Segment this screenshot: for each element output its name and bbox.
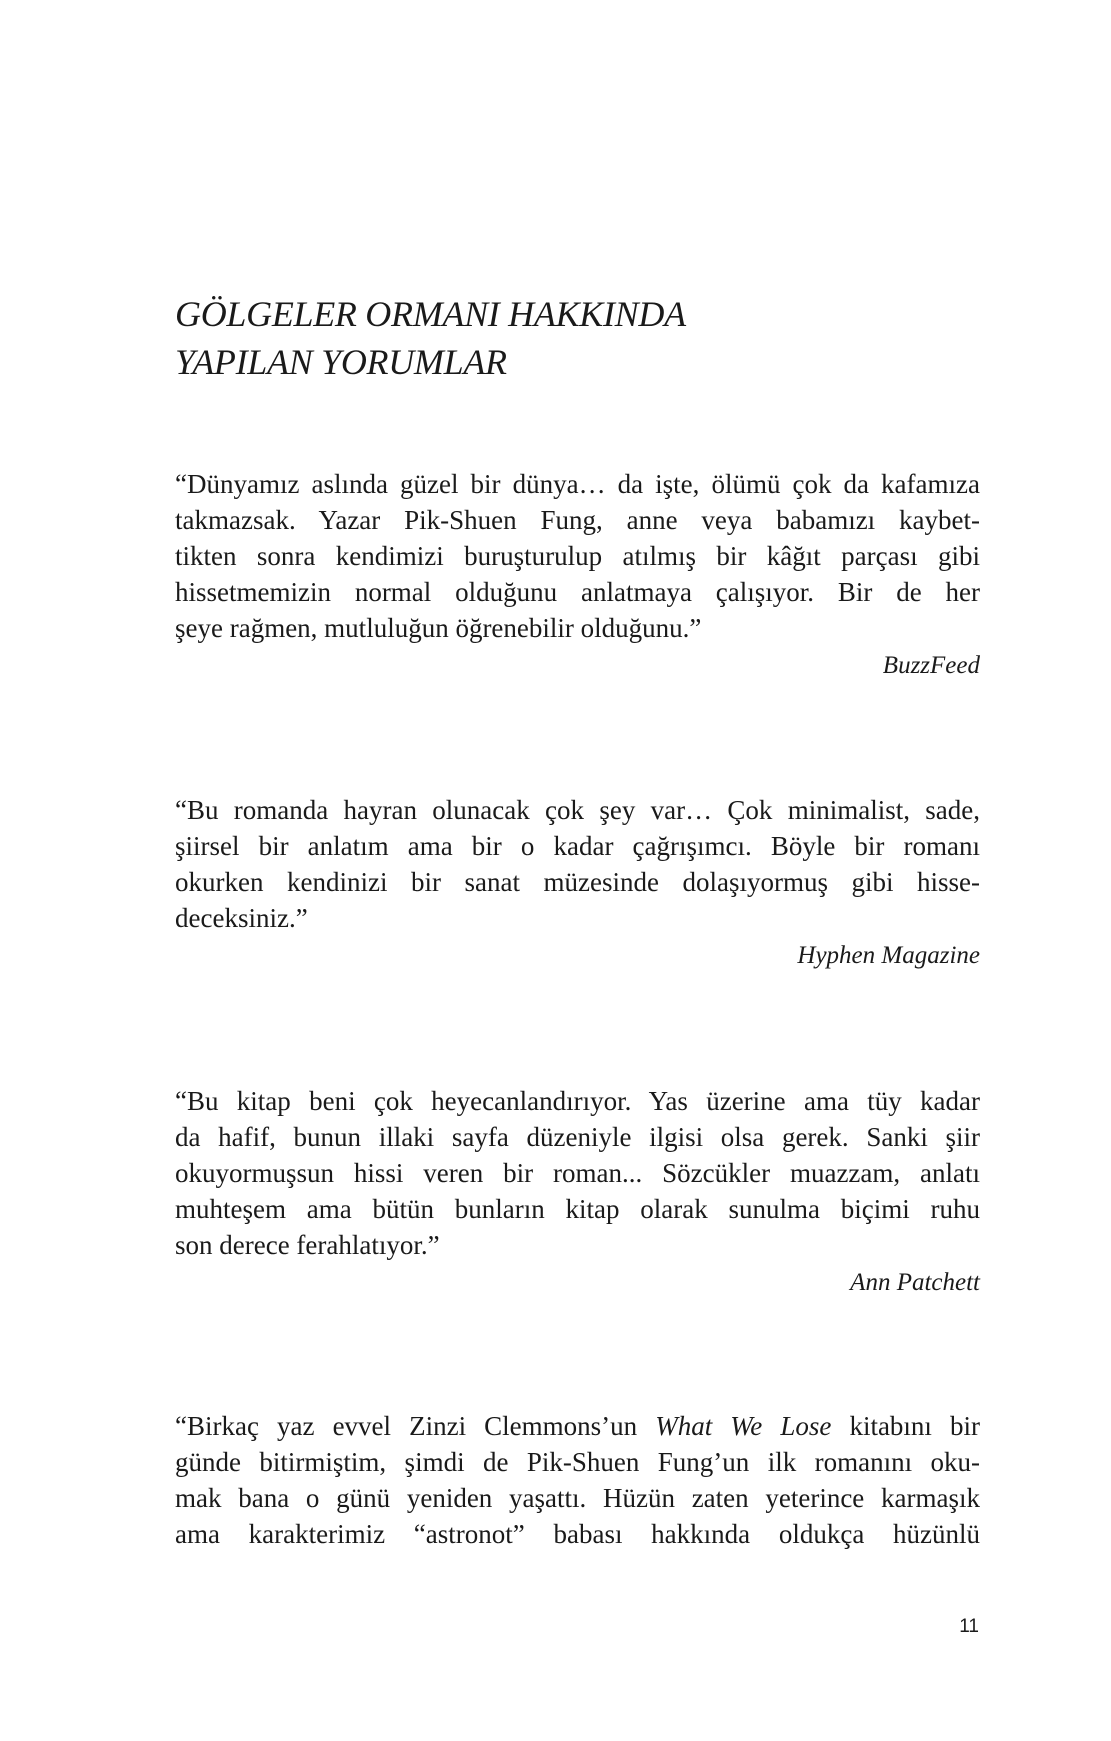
heading-line-2: YAPILAN YORUMLAR: [175, 342, 507, 382]
quote-line: şiirsel bir anlatım ama bir o kadar çağrışımcı. Böyle bir romanı: [175, 831, 980, 861]
review-quote: [175, 792, 980, 936]
quote-line: okuyormuşsun hissi veren bir roman... Sözcükler muazzam, anlatı: [175, 1158, 980, 1188]
review-quote: [175, 1408, 980, 1552]
quote-line: da hafif, bunun illaki sayfa düzeniyle ilgisi olsa gerek. Sanki şiir: [175, 1122, 980, 1152]
quote-text: “Birkaç yaz evvel Zinzi Clemmons’un: [175, 1411, 656, 1441]
quote-line: muhteşem ama bütün bunların kitap olarak sunulma biçimi ruhu: [175, 1194, 980, 1224]
review-hyphen-magazine: [175, 792, 980, 974]
review-quote: [175, 466, 980, 646]
quote-line: takmazsak. Yazar Pik-Shuen Fung, anne veya babamızı kaybet-: [175, 505, 980, 535]
review-source: BuzzFeed: [882, 652, 980, 679]
book-title: What We Lose: [655, 1411, 832, 1441]
review-quote: [175, 1083, 980, 1263]
quote-line: günde bitirmiştim, şimdi de Pik-Shuen Fung’un ilk romanını oku-: [175, 1447, 980, 1477]
quote-line: ama karakterimiz “astronot” babası hakkında oldukça hüzünlü: [175, 1519, 980, 1549]
quote-line: şeye rağmen, mutluluğun öğrenebilir olduğunu.”: [175, 613, 702, 643]
review-buzzfeed: [175, 466, 980, 684]
quote-line: “Dünyamız aslında güzel bir dünya… da işte, ölümü çok da kafamıza: [175, 469, 980, 499]
quote-line: mak bana o günü yeniden yaşattı. Hüzün zaten yeterince karmaşık: [175, 1483, 980, 1513]
heading-line-1: GÖLGELER ORMANI HAKKINDA: [175, 294, 686, 334]
quote-line: okurken kendinizi bir sanat müzesinde dolaşıyormuş gibi hisse-: [175, 867, 980, 897]
quote-line: hissetmemizin normal olduğunu anlatmaya çalışıyor. Bir de her: [175, 577, 980, 607]
quote-line: son derece ferahlatıyor.”: [175, 1230, 440, 1260]
quote-line: “Bu kitap beni çok heyecanlandırıyor. Yas üzerine ama tüy kadar: [175, 1086, 980, 1116]
quote-line: “Bu romanda hayran olunacak çok şey var… Çok minimalist, sade,: [175, 795, 980, 825]
review-ann-patchett: [175, 1083, 980, 1301]
page-number: 11: [959, 1616, 979, 1637]
review-source: Hyphen Magazine: [797, 942, 980, 969]
quote-line: deceksiniz.”: [175, 903, 308, 933]
quote-line: [175, 1408, 980, 1444]
quote-line: tikten sonra kendimizi buruşturulup atılmış bir kâğıt parçası gibi: [175, 541, 980, 571]
page-heading: [175, 290, 935, 386]
review-continued: [175, 1408, 980, 1552]
quote-text: kitabını bir: [831, 1411, 980, 1441]
review-source: Ann Patchett: [850, 1269, 980, 1296]
